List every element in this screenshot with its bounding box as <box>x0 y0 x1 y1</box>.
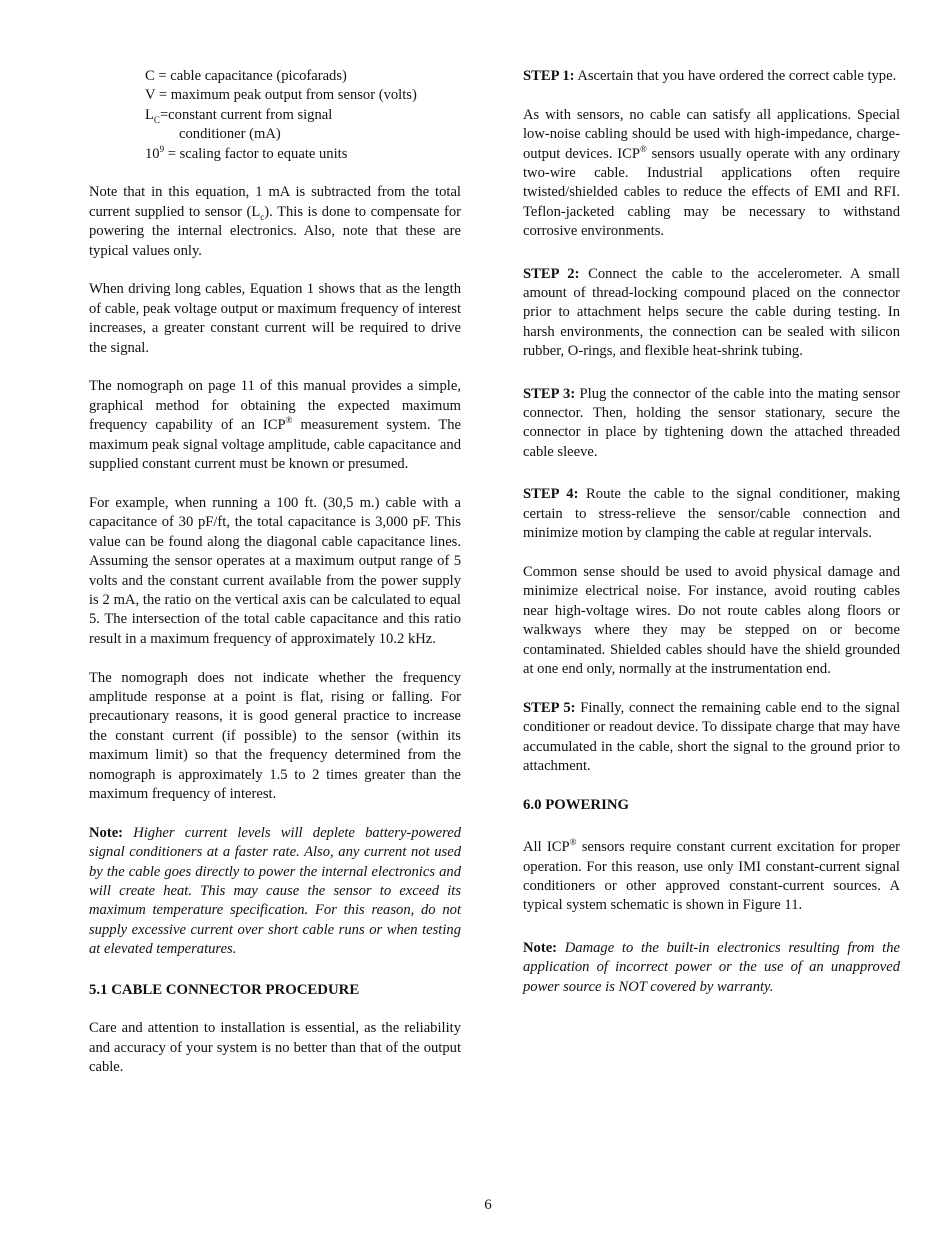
step-label: STEP 5: <box>523 699 576 716</box>
definition-c: C = cable capacitance (picofarads) <box>145 68 347 84</box>
equation-variable-definitions <box>145 67 461 164</box>
step-5: STEP 5: Finally, connect the remaining cable end to the signal conditioner or readout device. To dissipate charge that may have accumulated in the cable, short the signal to the ground prior to attachment. <box>523 699 901 774</box>
note-heat-warning: Note: Higher current levels will deplete battery-powered signal conditioners at a faster rate. Also, any current not used by the cable goes directly to power the internal electronics and will create heat. This may cause the sensor to exceed its maximum temperature specification. For this reason, do not supply excessive current over short cable runs or when testing at elevated temperatures. <box>89 824 461 958</box>
left-column <box>89 67 461 1078</box>
paragraph-long-cables: When driving long cables, Equation 1 shows that as the length of cable, peak voltage output or maximum frequency of interest increases, a greater constant current will be required to drive the signal. <box>89 281 462 356</box>
definition-lc-continued: conditioner (mA) <box>179 126 281 143</box>
note-label: Note: <box>89 824 124 841</box>
step-label: STEP 4: <box>523 486 579 503</box>
section-heading-5-1: 5.1 CABLE CONNECTOR PROCEDURE <box>89 981 360 998</box>
definition-v: V = maximum peak output from sensor (volts) <box>145 87 417 104</box>
step-1: STEP 1: Ascertain that you have ordered the correct cable type. <box>523 68 897 84</box>
step-2: STEP 2: Connect the cable to the accelerometer. A small amount of thread-locking compound placed on the connector prior to attachment helps secure the cable during testing. In harsh environments, the connection can be sealed with silicon rubber, O-rings, and flexible heat-shrink tubing. <box>523 265 900 360</box>
paragraph-cable-types: As with sensors, no cable can satisfy all applications. Special low-noise cabling should be used with high-impedance, charge-output devices. ICP® sensors usually operate with any ordinary two-wire cable. Industrial applications often require twisted/shielded cables to reduce the effects of EMI and RFI. Teflon-jacketed cabling may be necessary to withstand corrosive environments. <box>523 106 900 240</box>
step-3: STEP 3: Plug the connector of the cable into the mating sensor connector. Then, holding the sensor stationary, secure the connector in place by tightening down the attached threaded cable sleeve. <box>523 385 900 460</box>
paragraph-cable-connector-intro: Care and attention to installation is essential, as the reliability and accuracy of your system is no better than that of the output cable. <box>89 1020 461 1076</box>
paragraph-powering: All ICP® sensors require constant current excitation for proper operation. For this reason, use only IMI constant-current signal conditioners or other approved constant-current sources. A typical system schematic is shown in Figure 11. <box>523 837 901 914</box>
right-column <box>523 67 900 997</box>
paragraph-equation-note: Note that in this equation, 1 mA is subtracted from the total current supplied to sensor $(L_c)$. This is done to compensate for powering the internal electronics. Also, note that these are typical values only. <box>89 184 461 259</box>
note-warranty: Note: Damage to the built-in electronics resulting from the application of incorrect power or the use of an unapproved power source is NOT covered by warranty. <box>523 939 900 995</box>
paragraph-example: For example, when running a 100 ft. (30,5 m.) cable with a capacitance of 30 pF/ft, the total capacitance is 3,000 pF. This value can be found along the diagonal cable capacitance lines. Assuming the sensor operates at a maximum output range of 5 volts and the constant current available from the power supply is 2 mA, the ratio on the vertical axis can be calculated to equal 5. The intersection of the total cable capacitance and this ratio result in a maximum frequency of approximately 10.2 kHz. <box>89 494 461 647</box>
step-4: STEP 4: Route the cable to the signal conditioner, making certain to stress-relieve the sensor/cable connection and minimize motion by clamping the cable at regular intervals. <box>523 486 900 542</box>
paragraph-flat-response: The nomograph does not indicate whether the frequency amplitude response at a point is flat, rising or falling. For precautionary reasons, it is good general practice to increase the constant current (if possible) to the sensor (within its maximum limit) so that the frequency determined from the nomograph is approximately 1.5 to 2 times greater than the maximum frequency of interest. <box>89 669 461 802</box>
step-label: STEP 3: <box>523 385 576 402</box>
step-label: STEP 2: <box>523 265 580 282</box>
paragraph-common-sense: Common sense should be used to avoid physical damage and minimize electrical noise. For instance, avoid routing cables near high-voltage wires. Do not route cables along floors or walkways where they may be stepped on or become contaminated. Shielded cables should have the shield grounded at one end only, normally at the instrumentation end. <box>523 563 900 677</box>
page-number: 6 <box>484 1197 492 1213</box>
note-label: Note: <box>523 939 558 956</box>
paragraph-nomograph: The nomograph on page 11 of this manual provides a simple, graphical method for obtaining the expected maximum frequency capability of an ICP® measurement system. The maximum peak signal voltage amplitude, cable capacitance and supplied constant current must be known or presumed. <box>89 378 462 473</box>
definition-scaling: $10^9$ = scaling factor to equate units <box>145 143 348 162</box>
definition-lc: $L_C=constant$ current from signal <box>145 106 333 125</box>
section-heading-6-0: 6.0 POWERING <box>523 796 630 813</box>
step-label: STEP 1: <box>523 68 575 84</box>
